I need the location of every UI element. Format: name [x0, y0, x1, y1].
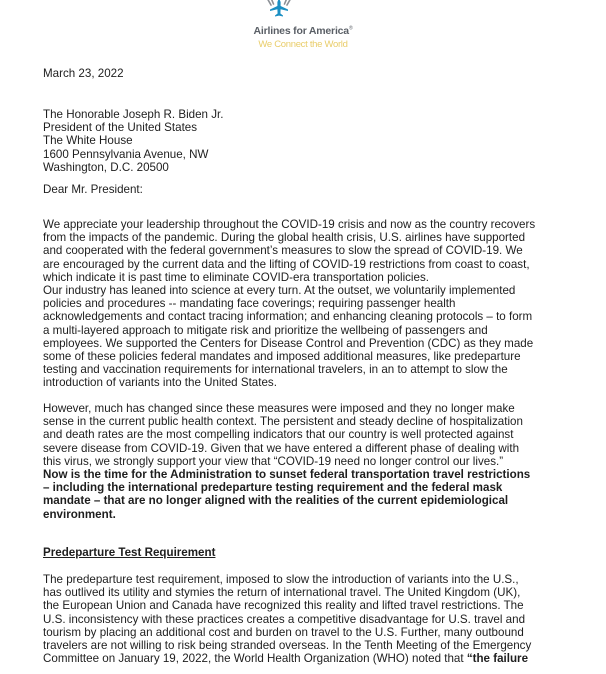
text-line: and death rates are the most compelling indicators that our country is well protected against [43, 428, 514, 442]
text-line: from the impacts of the pandemic. During the global health crisis, U.S. airlines have supported [43, 231, 526, 245]
text-line: introduction of variants into the United States. [43, 376, 277, 390]
text-line: and cooperated with the federal government’s measures to slow the spread of COVID-19. We [43, 244, 523, 258]
text-line: travelers are not willing to risk being stranded overseas. In the Tenth Meeting of the Emergency [43, 639, 532, 653]
salutation: Dear Mr. President: [43, 183, 143, 196]
text-line: sense in the current public health context. The persistent and steady decline of hospitalization [43, 415, 523, 429]
text-line: some of these policies federal mandates and imposed additional measures, like predeparture [43, 350, 521, 364]
letterhead [0, 0, 606, 58]
bold-callout-line: – including the international predeparture testing requirement and the federal mask [43, 481, 503, 495]
text-line: acknowledgements and contact tracing information; and enhancing cleaning protocols – to form [43, 310, 533, 324]
text-line: policies and procedures -- mandating face coverings; requiring passenger health [43, 297, 456, 311]
text-line: tourism by placing an additional cost and burden on travel to the U.S. Further, many outbound [43, 625, 524, 639]
paragraph-appreciation [43, 218, 583, 284]
airplane-logo-icon [259, 0, 299, 18]
text-line: However, much has changed since these measures were imposed and they no longer make [43, 402, 515, 415]
paragraph-predeparture-test [43, 573, 583, 665]
text-line: employees. We supported the Centers for Disease Control and Prevention (CDC) as they made [43, 336, 534, 350]
recipient-title: President of the United States [43, 121, 198, 135]
recipient-name: The Honorable Joseph R. Biden Jr. [43, 108, 224, 121]
text-fragment: Committee on January 19, 2022, the World Health Organization (WHO) noted that [43, 652, 467, 666]
recipient-address [43, 108, 583, 174]
recipient-city: Washington, D.C. 20500 [43, 160, 169, 174]
letter-date: March 23, 2022 [43, 67, 124, 80]
text-line [43, 652, 583, 665]
text-line: a multi-layered approach to mitigate risk and prioritize the wellbeing of passengers and [43, 323, 488, 337]
organization-tagline: We Connect the World [258, 39, 348, 50]
bold-callout-line: Now is the time for the Administration to sunset federal transportation travel restrictions [43, 468, 531, 482]
recipient-street: 1600 Pennsylvania Avenue, NW [43, 147, 209, 161]
text-line: testing and vaccination requirements for international travelers, in an to attempt to slow the [43, 363, 508, 377]
section-heading: Predeparture Test Requirement [43, 546, 216, 559]
text-line: U.S. inconsistency with these practices creates a competitive disadvantage for U.S. travel and [43, 612, 526, 626]
text-line: The predeparture test requirement, imposed to slow the introduction of variants into the U.S., [43, 573, 519, 586]
text-line: the European Union and Canada have recognized this reality and lifted travel restrictions. The [43, 599, 524, 613]
paragraph-industry-science [43, 284, 583, 390]
text-line: Our industry has leaned into science at every turn. At the outset, we voluntarily implemented [43, 284, 516, 297]
bold-quote-fragment: “the failure [466, 652, 529, 666]
text-line: which indicate it is past time to eliminate COVID-era transportation policies. [43, 270, 429, 284]
paragraph-much-has-changed [43, 402, 583, 521]
text-line: are encouraged by the current data and the lifting of COVID-19 restrictions from coast to coast, [43, 257, 530, 271]
recipient-building: The White House [43, 134, 133, 148]
text-line: this virus, we strongly support your view that “COVID-19 need no longer control our lives.” [43, 454, 504, 468]
text-line: We appreciate your leadership throughout the COVID-19 crisis and now as the country recovers [43, 218, 536, 231]
bold-callout-line: environment. [43, 507, 116, 521]
text-line: severe disease from COVID-19. Given that we have entered a different phase of dealing with [43, 441, 520, 455]
organization-name: Airlines for America® [253, 25, 353, 37]
text-line: has outlived its utility and stymies the return of international travel. The United Kingdom (UK), [43, 586, 521, 600]
bold-callout-line: mandate – that are no longer aligned with the realities of the current epidemiological [43, 494, 509, 508]
